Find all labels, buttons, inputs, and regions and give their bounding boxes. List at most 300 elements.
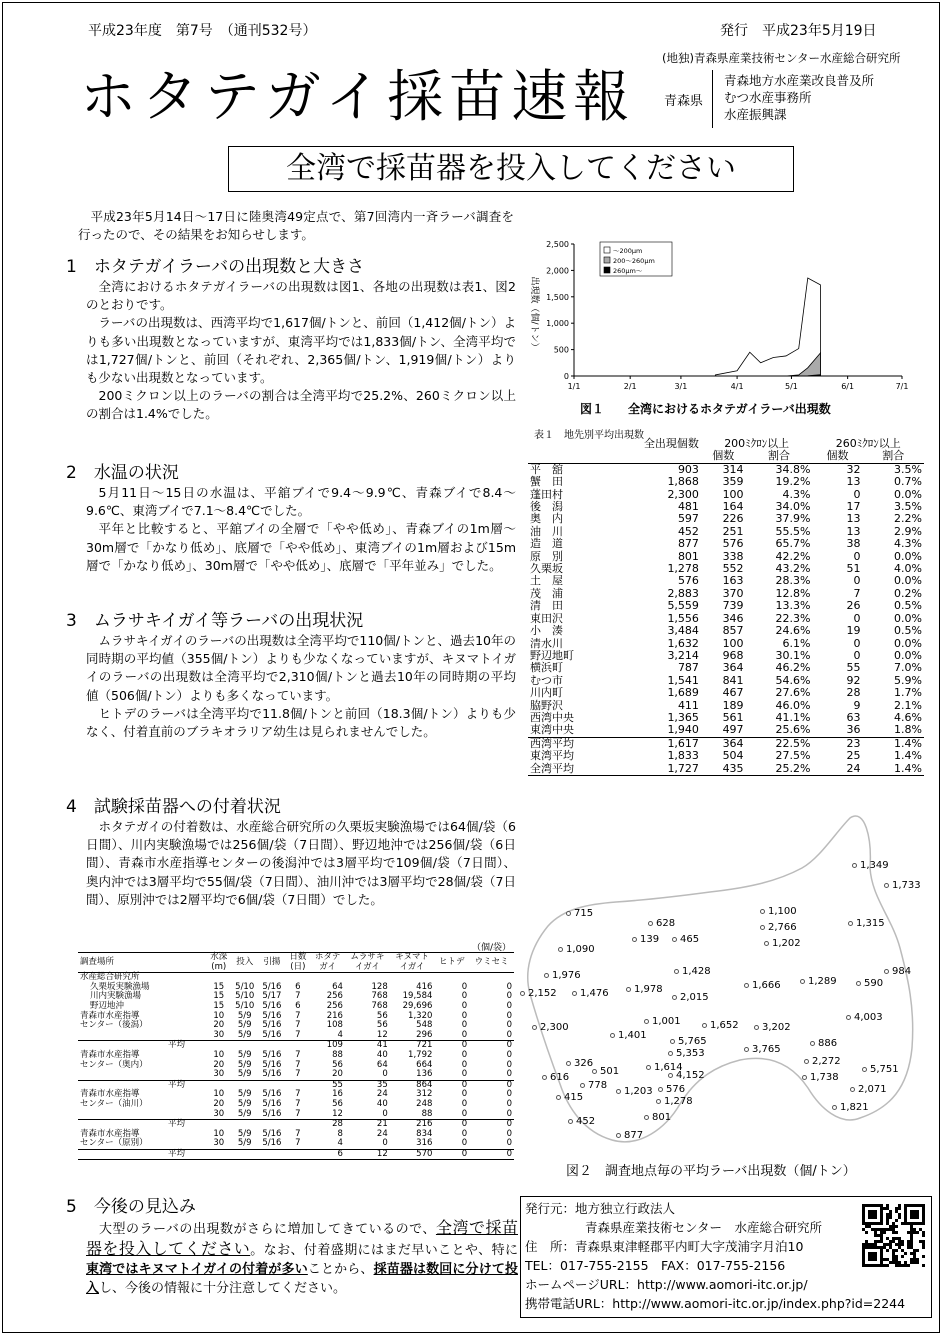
table-cell: 25	[846, 749, 861, 763]
y-tick-label: 1,500	[546, 292, 569, 302]
table-cell: 5/16	[262, 1128, 282, 1139]
table-cell: 27.5%	[775, 749, 811, 763]
table-cell: 20	[332, 1069, 343, 1080]
table-cell: 1.4%	[894, 749, 922, 763]
table-cell: 0.5%	[894, 624, 922, 638]
legend-label: 200～260μm	[613, 257, 655, 265]
table-cell: 136	[416, 1069, 433, 1080]
table-cell: 43.2%	[775, 562, 811, 576]
station-value-label: 2,015	[680, 992, 709, 1003]
table-cell: 841	[722, 673, 744, 687]
table-cell: 7	[295, 1010, 301, 1021]
station-marker	[644, 1115, 649, 1120]
col-header: ウミセミ	[474, 956, 509, 967]
station-value-label: 1,666	[752, 980, 781, 991]
station-marker	[616, 1089, 621, 1094]
issue-number: 平成23年度 第7号 （通刊532号）	[88, 23, 317, 39]
col-header: キヌマト イガイ	[395, 952, 430, 972]
station-value-label: 1,100	[768, 906, 797, 917]
section-2	[66, 462, 516, 575]
table-cell: 0	[461, 1148, 468, 1159]
x-tick-label: 6/1	[841, 382, 855, 391]
table-cell: 野辺地町	[530, 648, 574, 662]
table-cell: 0.5%	[894, 599, 922, 613]
station-value-label: 2,071	[858, 1084, 887, 1095]
table-cell: 0	[461, 1049, 468, 1060]
homepage-link[interactable]: ホームページURL：http://www.aomori-itc.or.jp/	[525, 1277, 808, 1292]
table-cell: 435	[722, 761, 744, 775]
table-cell: 21	[376, 1119, 388, 1130]
table-cell: 0	[853, 574, 861, 588]
table-cell: 7	[295, 1098, 301, 1109]
table-cell: 6	[337, 1148, 343, 1159]
table-cell: 0.0%	[894, 549, 922, 563]
table-cell: 4.3%	[894, 537, 922, 551]
org-item: 水産振興課	[724, 107, 787, 122]
table-cell: 5/16	[262, 1069, 282, 1080]
outlook-paragraph: 大型のラーバの出現数がさらに増加してきているので、全湾で採苗器を投入してください。なお、付着盛期にはまだ早いことや、特に東湾ではキヌマトイガイの付着が多いことから、採苗器は数回に分けて投入し、今後の情報に十分注意してください。	[86, 1218, 518, 1296]
table-cell: 7	[295, 1128, 301, 1139]
station-marker	[556, 1095, 561, 1100]
table-cell: 28.3%	[775, 574, 811, 588]
table-cell: 3,214	[667, 648, 699, 662]
table-cell: 19,584	[402, 991, 433, 1002]
table-row	[528, 538, 924, 550]
table-cell: 570	[416, 1148, 433, 1159]
section-heading: 2 水温の状況	[66, 463, 179, 483]
survey-map	[520, 808, 932, 1160]
table-cell: 364	[722, 661, 744, 675]
station-value-label: 590	[864, 978, 884, 989]
table-cell: 41	[376, 1040, 388, 1051]
station-value-label: 616	[550, 1072, 570, 1083]
table-header-row	[78, 953, 514, 973]
station-value-label: 4,003	[854, 1012, 883, 1023]
emphasis-multiple: 採苗器は数回に分けて投入	[86, 1262, 518, 1296]
table-cell: 5/9	[237, 1059, 252, 1070]
table-cell: 0	[506, 1128, 512, 1139]
station-value-label: 778	[588, 1080, 608, 1091]
table-cell: 5/16	[262, 1049, 282, 1060]
table-cell: 3,484	[667, 624, 699, 638]
table-row	[78, 1031, 514, 1041]
station-value-label: 1,733	[892, 880, 921, 891]
table-cell: 0	[461, 1040, 468, 1051]
table-cell: 7	[295, 991, 301, 1002]
table-cell: 768	[371, 991, 388, 1002]
table-cell: 30.1%	[775, 648, 811, 662]
org-item: むつ水産事務所	[724, 90, 812, 105]
legend-swatch	[604, 247, 610, 253]
station-marker	[850, 1087, 855, 1092]
station-value-label: 3,202	[762, 1022, 791, 1033]
page-title: ホタテガイ採苗速報	[80, 65, 636, 130]
table-cell: 12.8%	[775, 586, 811, 600]
station-marker	[702, 1023, 707, 1028]
table-cell: 22.5%	[775, 736, 811, 750]
station-marker	[674, 969, 679, 974]
table-cell: 0	[853, 636, 861, 650]
table-cell: 5/16	[262, 1098, 282, 1109]
table-cell: 奥 内	[530, 512, 563, 526]
table-cell: 100	[722, 636, 744, 650]
table-cell: 7	[295, 1029, 301, 1040]
table-cell: 338	[722, 549, 744, 563]
col-header: 引揚	[263, 956, 281, 967]
intro-text: 平成23年5月14日～17日に陸奥湾49定点で、第7回湾内一斉ラーバ調査を行ったので、その結果をお知らせします。	[78, 209, 514, 243]
table-cell: 5/10	[235, 981, 255, 992]
table-cell: 10	[213, 1049, 225, 1060]
table-cell: 0	[853, 648, 861, 662]
footer-contact: 発行元：地方独立行政法人 青森県産業技術センター 水産総合研究所 住 所：青森県東津軽郡平内町大字茂浦字月泊10 TEL：017-755-2155 FAX：017-755-2156 ホームページURL：http://www.aomori-itc.or.jp/ 携帯電話URL：http://www.aomori-itc.or.jp/index.php?id=2244	[520, 1196, 932, 1318]
table-cell: 5/9	[237, 1020, 252, 1031]
station-value-label: 5,765	[678, 1036, 707, 1047]
table-cell: 4.0%	[894, 562, 922, 576]
table-cell: 1,320	[408, 1010, 433, 1021]
table-cell: 0	[382, 1069, 388, 1080]
table-cell: 5/9	[237, 1089, 252, 1100]
station-marker	[884, 969, 889, 974]
table-cell: 552	[722, 562, 744, 576]
table-cell: センター（奥内）	[80, 1059, 148, 1070]
table-row	[528, 750, 924, 762]
table-cell: 7	[295, 1020, 301, 1031]
issue-date: 発行 平成23年5月19日	[720, 23, 877, 39]
station-marker	[544, 973, 549, 978]
station-marker	[616, 1133, 621, 1138]
table-cell: 51	[846, 562, 861, 576]
table-cell: 248	[416, 1098, 433, 1109]
table-cell	[78, 1070, 206, 1080]
table-cell: 水産総合研究所	[80, 972, 140, 983]
station-marker	[626, 987, 631, 992]
table-cell: 109	[326, 1040, 343, 1051]
table-cell: 359	[722, 475, 744, 489]
table-cell: 56	[376, 1010, 388, 1021]
emphasis-deploy: 全湾で採苗器を投入してください	[86, 1218, 518, 1258]
x-tick-label: 4/1	[730, 382, 744, 391]
station-marker	[566, 1061, 571, 1066]
table-cell: 801	[677, 549, 699, 563]
station-value-label: 1,976	[552, 970, 581, 981]
table-cell: 452	[677, 524, 699, 538]
table-cell: 青森市水産指導	[80, 1049, 140, 1060]
col-header: ホタテ ガイ	[314, 952, 341, 972]
table-cell: 576	[677, 574, 699, 588]
station-value-label: 984	[892, 966, 912, 977]
table-cell: 5/16	[262, 1020, 282, 1031]
table-cell: 0	[506, 1079, 512, 1090]
table-cell: 30	[213, 1069, 225, 1080]
table-cell: 37.9%	[775, 512, 811, 526]
station-marker	[848, 921, 853, 926]
station-marker	[520, 991, 525, 996]
table-cell: 7	[295, 1059, 301, 1070]
table-cell: 15	[213, 981, 225, 992]
table-cell: 0.0%	[894, 636, 922, 650]
table-cell: 7	[295, 1089, 301, 1100]
col-header: ヒトデ	[439, 956, 465, 967]
table-cell: むつ市	[530, 673, 563, 687]
table-cell: 0	[853, 549, 861, 563]
x-tick-label: 1/1	[567, 382, 581, 391]
table-cell: 7.0%	[894, 661, 922, 675]
table-cell: 92	[846, 673, 861, 687]
table-cell: 34.8%	[775, 462, 811, 476]
table-cell: 平均	[168, 1119, 186, 1130]
section-heading: 4 試験採苗器への付着状況	[66, 797, 281, 817]
table-cell: 314	[722, 462, 744, 476]
table-cell: 平均	[168, 1040, 186, 1051]
station-value-label: 3,765	[752, 1044, 781, 1055]
table-row	[528, 575, 924, 587]
table-cell: 平 舘	[530, 462, 563, 476]
table-cell: 7	[295, 1069, 301, 1080]
col-header: ムラサキ イガイ	[350, 952, 385, 972]
station-value-label: 801	[652, 1112, 672, 1123]
table-cell: 0	[461, 1119, 468, 1130]
table-cell: 19	[846, 624, 861, 638]
table-cell	[78, 1110, 206, 1120]
table-cell: 0	[506, 1000, 512, 1011]
station-marker	[580, 1083, 585, 1088]
table-cell: 857	[722, 624, 744, 638]
table-cell: 0.0%	[894, 611, 922, 625]
station-marker	[856, 981, 861, 986]
table-cell: 877	[677, 537, 699, 551]
table-cell: 13	[846, 524, 861, 538]
station-marker	[884, 883, 889, 888]
col-subheader: 個数	[826, 449, 849, 463]
table-cell: 467	[722, 686, 744, 700]
table-cell: 0	[506, 1108, 512, 1119]
table-cell: 504	[722, 749, 744, 763]
table-row	[528, 625, 924, 637]
x-tick-label: 5/1	[785, 382, 798, 391]
station-value-label: 1,614	[654, 1062, 683, 1073]
table-cell: 0	[506, 1029, 512, 1040]
table-cell: 5/9	[237, 1010, 252, 1021]
table2-attachment	[78, 952, 514, 1160]
mobile-link[interactable]: 携帯電話URL：http://www.aomori-itc.or.jp/index.php?id=2244	[525, 1296, 906, 1311]
table-cell	[206, 1149, 231, 1160]
table-cell: 576	[722, 537, 744, 551]
table-cell: 0	[461, 1000, 468, 1011]
station-marker	[754, 1025, 759, 1030]
table-cell: 64	[332, 981, 343, 992]
table-cell: 0	[461, 981, 468, 992]
station-marker	[568, 1119, 573, 1124]
table-cell: 5/9	[237, 1138, 252, 1149]
table-row	[528, 513, 924, 525]
table-cell: 128	[371, 981, 388, 992]
table-cell: 川内町	[530, 686, 563, 700]
table-row	[528, 763, 924, 776]
table-cell: 0	[461, 1029, 468, 1040]
table-cell: 4.6%	[894, 710, 922, 724]
table-cell: 17	[846, 500, 861, 514]
table-cell: 346	[722, 611, 744, 625]
table-cell: 0	[461, 1020, 468, 1031]
station-value-label: 5,751	[870, 1064, 899, 1075]
table-cell: 茂 浦	[530, 586, 563, 600]
table-cell: 0	[461, 1010, 468, 1021]
table-cell: 5,559	[667, 599, 699, 613]
section-3	[66, 610, 516, 741]
table-cell: 24	[846, 761, 861, 775]
table-cell: 1,617	[667, 736, 699, 750]
table-row	[78, 1070, 514, 1080]
paragraph: 全湾におけるホタテガイラーバの出現数は図1、各地の出現数は表1、図2のとおりです。	[86, 279, 516, 313]
section-4	[66, 796, 516, 909]
table-cell: 16	[332, 1089, 343, 1100]
table-row	[528, 724, 924, 737]
table-cell: 664	[416, 1059, 433, 1070]
table-cell: 834	[416, 1128, 433, 1139]
table-cell: 7	[853, 586, 861, 600]
table-cell: 864	[416, 1079, 433, 1090]
table-cell: 411	[677, 698, 699, 712]
y-tick-label: 1,000	[546, 319, 569, 329]
section-5	[66, 1196, 518, 1298]
table-cell: 3.5%	[894, 462, 922, 476]
table-cell: 28	[846, 686, 861, 700]
table-cell: 西湾平均	[530, 736, 574, 750]
station-value-label: 1,278	[664, 1096, 693, 1107]
table-cell: 久栗坂	[530, 562, 563, 576]
table-cell: 35	[376, 1079, 388, 1090]
table-cell: 23	[846, 736, 861, 750]
table-cell: 6	[295, 1000, 301, 1011]
table-cell: 216	[416, 1119, 433, 1130]
table-cell: 蟹 田	[530, 475, 563, 489]
table-cell: 0	[382, 1108, 388, 1119]
table-cell: 4	[337, 1029, 343, 1040]
station-value-label: 628	[656, 918, 676, 929]
station-marker	[668, 1073, 673, 1078]
table-cell: 56	[332, 1059, 343, 1070]
col-header: 調査場所	[80, 956, 115, 967]
table-cell: 5/16	[262, 1059, 282, 1070]
table-row	[78, 1139, 514, 1149]
table-cell: 6.1%	[782, 636, 811, 650]
table-cell: 20	[213, 1059, 225, 1070]
table-row	[528, 687, 924, 699]
station-value-label: 1,349	[860, 860, 889, 871]
table-cell: 5/9	[237, 1108, 252, 1119]
station-value-label: 1,821	[840, 1102, 869, 1113]
table-cell: 2.9%	[894, 524, 922, 538]
x-tick-label: 7/1	[895, 382, 909, 391]
table-cell: 5/9	[237, 1049, 252, 1060]
org-list	[724, 72, 874, 123]
table-cell: 5.9%	[894, 673, 922, 687]
table-cell: 小 湊	[530, 624, 563, 638]
table-cell: 163	[722, 574, 744, 588]
table-cell: 251	[722, 524, 744, 538]
station-value-label: 1,090	[566, 944, 595, 955]
series-area-lt200	[715, 278, 820, 376]
table-cell: 5/16	[262, 1138, 282, 1149]
table-cell: 55.5%	[775, 524, 811, 538]
table-cell: 0	[461, 1098, 468, 1109]
table-cell: 0.0%	[894, 648, 922, 662]
table-cell: 油 川	[530, 524, 563, 538]
table-cell: 1.8%	[894, 723, 922, 737]
table-cell: 10	[213, 1010, 225, 1021]
table-subheader-row	[528, 450, 924, 463]
table-cell: 0	[461, 1069, 468, 1080]
station-value-label: 877	[624, 1130, 644, 1141]
station-value-label: 1,401	[618, 1030, 647, 1041]
table-cell: 2.2%	[894, 512, 922, 526]
table-cell: 24.6%	[775, 624, 811, 638]
section-heading: 1 ホタテガイラーバの出現数と大きさ	[66, 257, 365, 277]
station-marker	[852, 863, 857, 868]
table-cell: 西湾中央	[530, 710, 574, 724]
table-cell: 15	[213, 991, 225, 1002]
table-cell: 0.7%	[894, 475, 922, 489]
table-cell: 316	[416, 1138, 433, 1149]
table-cell: 32	[846, 462, 861, 476]
table-cell: 5/10	[235, 991, 255, 1002]
table-cell: 土 屋	[530, 574, 563, 588]
station-value-label: 1,978	[634, 984, 663, 995]
station-value-label: 1,202	[772, 938, 801, 949]
station-value-label: 415	[564, 1092, 584, 1103]
table-cell: 0.0%	[894, 487, 922, 501]
table-cell: 平均	[168, 1148, 186, 1159]
col-subheader: 割合	[882, 449, 905, 463]
col-header: 投入	[236, 956, 254, 967]
table-cell: 15	[213, 1000, 225, 1011]
station-marker	[658, 1087, 663, 1092]
table-cell: 5/16	[262, 1108, 282, 1119]
table-cell: 20	[213, 1020, 225, 1031]
table-cell: 739	[722, 599, 744, 613]
table-cell: センター（原別）	[80, 1138, 148, 1149]
table-cell: 497	[722, 723, 744, 737]
table-cell: 0	[506, 1049, 512, 1060]
table-cell: 189	[722, 698, 744, 712]
table-cell: 後 潟	[530, 500, 563, 514]
station-marker	[760, 925, 765, 930]
table-cell: 0	[461, 1089, 468, 1100]
table-cell: 54.6%	[775, 673, 811, 687]
table-cell: 41.1%	[775, 710, 811, 724]
table-cell: 2.1%	[894, 698, 922, 712]
table-cell: 25.6%	[775, 723, 811, 737]
station-value-label: 326	[574, 1058, 594, 1069]
station-marker	[800, 979, 805, 984]
station-value-label: 715	[574, 908, 594, 919]
table-cell: 4	[337, 1138, 343, 1149]
table-cell: 1,792	[408, 1049, 433, 1060]
station-marker	[802, 1075, 807, 1080]
y-axis-label: 出現数（個/トン）	[529, 276, 539, 352]
table-cell: 56	[376, 1020, 388, 1031]
table-cell: 1,632	[667, 636, 699, 650]
table-cell: 42.2%	[775, 549, 811, 563]
x-tick-label: 2/1	[623, 382, 637, 391]
table-cell: 0	[506, 1069, 512, 1080]
table-cell: 清水川	[530, 636, 563, 650]
station-marker	[810, 1041, 815, 1046]
table-cell: 40	[376, 1049, 388, 1060]
station-value-label: 1,289	[808, 976, 837, 987]
table-cell: 12	[376, 1148, 388, 1159]
table-cell: 久栗坂実験漁場	[90, 981, 150, 992]
